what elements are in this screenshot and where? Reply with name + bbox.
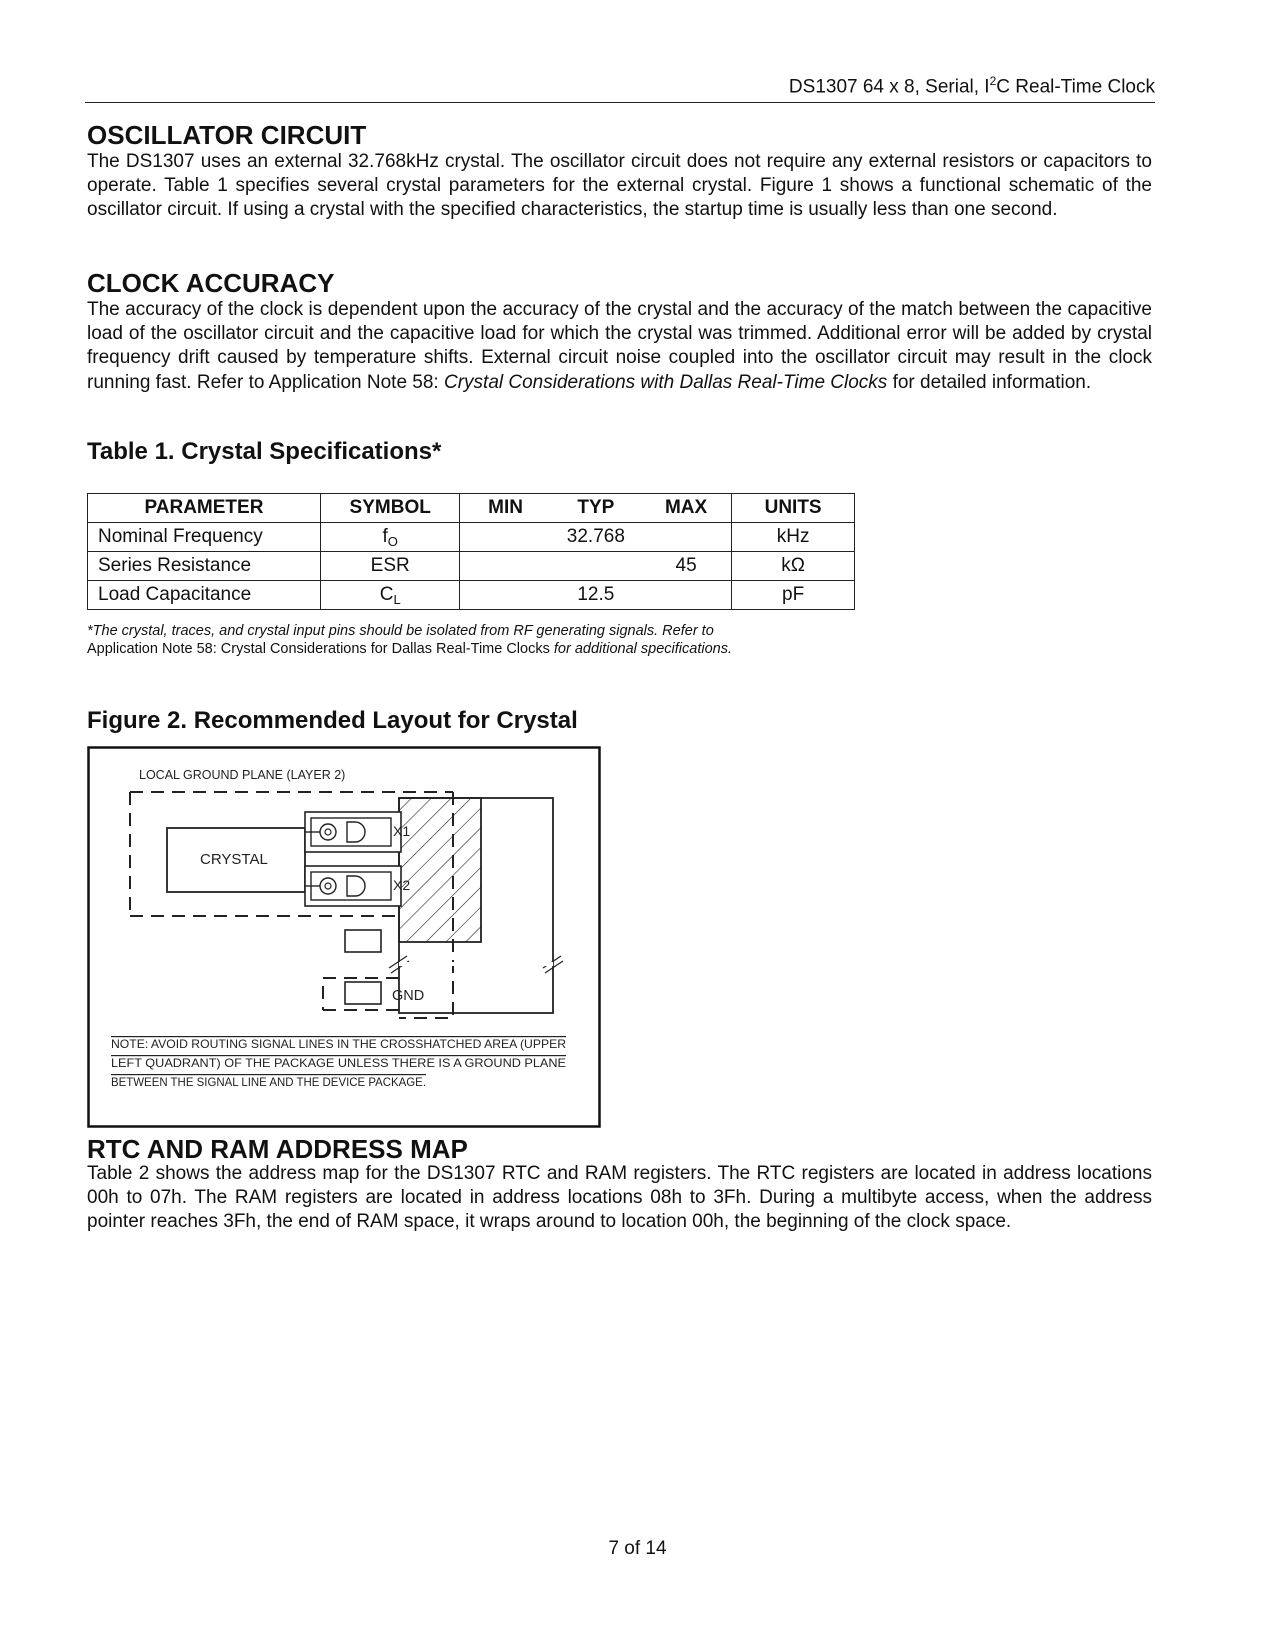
crystal-layout-figure xyxy=(87,746,601,1128)
table1-caption: Table 1. Crystal Specifications* xyxy=(87,438,442,465)
header-min-typ-max: MIN TYP MAX xyxy=(460,494,732,523)
page-number: 7 of 14 xyxy=(608,1538,667,1559)
cell-symbol: ESR xyxy=(320,552,460,581)
pad-gnd xyxy=(345,982,381,1004)
table1-footnote: *The crystal, traces, and crystal input pins should be isolated from RF generating signals. Refer to Application Note 58: Crystal Considerations for Dallas Real-Time Clocks for additional specifications. xyxy=(87,623,732,657)
cell-symbol: $f_O$ xyxy=(320,523,460,552)
address-map-heading: RTC AND RAM ADDRESS MAP xyxy=(87,1134,468,1164)
ground-plane-label: LOCAL GROUND PLANE (LAYER 2) xyxy=(139,768,346,782)
figure2-caption: Figure 2. Recommended Layout for Crystal xyxy=(87,707,578,734)
clock-accuracy-heading: CLOCK ACCURACY xyxy=(87,268,335,298)
table-row xyxy=(88,581,855,610)
table-header-row xyxy=(88,494,855,523)
cell-units: kΩ xyxy=(732,552,855,581)
table-row xyxy=(88,552,855,581)
app-note-title: Crystal Considerations with Dallas Real-Time Clocks xyxy=(444,371,888,393)
cell-values: 45 xyxy=(460,552,732,581)
header-parameter: PARAMETER xyxy=(88,494,321,523)
cell-values: 32.768 xyxy=(460,523,732,552)
x1-label: X1 xyxy=(393,823,411,839)
header-symbol: SYMBOL xyxy=(320,494,460,523)
address-map-paragraph: Table 2 shows the address map for the DS1307 RTC and RAM registers. The RTC registers are located in address locations 00h to 07h. The RAM registers are located in address locations 08h to 3Fh. During a multibyte access, when the address pointer reaches 3Fh, the end of RAM space, it wraps around to location 00h, the beginning of the clock space. xyxy=(87,1163,1152,1233)
crystal-spec-table xyxy=(87,493,855,610)
oscillator-paragraph: The DS1307 uses an external 32.768kHz crystal. The oscillator circuit does not require any external resistors or capacitors to operate. Table 1 specifies several crystal parameters for the external crystal. Figure 1 shows a functional schematic of the oscillator circuit. If using a crystal with the specified characteristics, the startup time is usually less than one second. xyxy=(87,151,1152,221)
x2-label: X2 xyxy=(393,877,411,893)
crystal-label: CRYSTAL xyxy=(200,851,268,868)
cell-values: 12.5 xyxy=(460,581,732,610)
clock-accuracy-paragraph: The accuracy of the clock is dependent upon the accuracy of the crystal and the accuracy of the match between the capacitive load of the oscillator circuit and the capacitive load for which the crystal was trimmed. Additional error will be added by crystal frequency drift caused by temperature shifts. External circuit noise coupled into the oscillator circuit may result in the clock running fast. Refer to Application Note 58: Crystal Considerations with Dallas Real-Time Clocks for detailed information. xyxy=(87,299,1152,393)
table-row xyxy=(88,523,855,552)
cell-units: kHz xyxy=(732,523,855,552)
pad-3 xyxy=(345,930,381,952)
figure-note-line1: NOTE: AVOID ROUTING SIGNAL LINES IN THE CROSSHATCHED AREA (UPPER xyxy=(111,1037,567,1051)
cell-parameter: Load Capacitance xyxy=(88,581,321,610)
oscillator-heading: OSCILLATOR CIRCUIT xyxy=(87,120,367,150)
figure-note-line3: BETWEEN THE SIGNAL LINE AND THE DEVICE PACKAGE. xyxy=(111,1075,426,1089)
crosshatched-area xyxy=(399,798,481,942)
cell-symbol: $C_L$ xyxy=(320,581,460,610)
figure-note-line2: LEFT QUADRANT) OF THE PACKAGE UNLESS THERE IS A GROUND PLANE xyxy=(111,1056,566,1070)
header-units: UNITS xyxy=(732,494,855,523)
document-title: DS1307 64 x 8, Serial, $I^2C$ Real-Time Clock xyxy=(788,74,1155,98)
cell-parameter: Nominal Frequency xyxy=(88,523,321,552)
page-header xyxy=(85,70,1155,103)
gnd-label: GND xyxy=(392,988,425,1004)
cell-parameter: Series Resistance xyxy=(88,552,321,581)
cell-units: pF xyxy=(732,581,855,610)
